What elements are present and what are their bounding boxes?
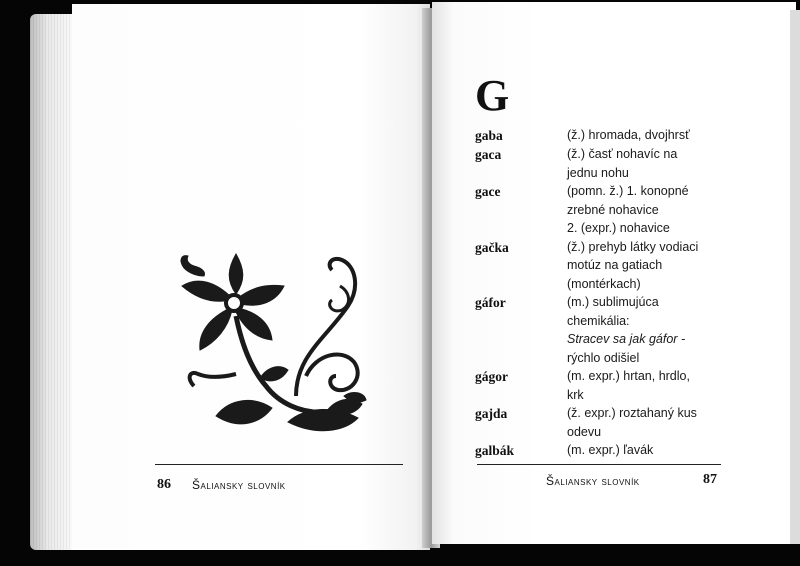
page-edges-right xyxy=(790,10,800,544)
definition-line: odevu xyxy=(567,424,602,439)
footer-rule-left xyxy=(155,464,403,465)
definition-line: 2. (expr.) nohavice xyxy=(567,221,670,235)
definition-line: (m. expr.) hrtan, hrdlo, xyxy=(567,369,690,383)
entry-definition xyxy=(567,182,732,238)
entry-definition xyxy=(567,367,732,404)
floral-vignette-icon xyxy=(176,246,376,446)
dictionary-entry xyxy=(475,182,735,238)
dictionary-entry xyxy=(475,404,735,441)
dictionary-entry xyxy=(475,293,735,367)
definition-line: (ž.) časť nohavíc na xyxy=(567,147,678,161)
entry-headword: gaca xyxy=(475,147,502,162)
running-title-right: Šaliansky slovník xyxy=(546,474,640,488)
entry-headword: gaba xyxy=(475,128,503,143)
dictionary-entry xyxy=(475,367,735,404)
dictionary-entries xyxy=(475,126,735,460)
definition-line: chemikália: xyxy=(567,313,630,328)
section-letter: G xyxy=(475,71,510,120)
page-number-left: 86 xyxy=(157,477,171,492)
entry-headword: gáfor xyxy=(475,295,506,310)
dictionary-entry xyxy=(475,238,735,294)
definition-line: (pomn. ž.) 1. konopné xyxy=(567,184,689,198)
definition-example: Stracev sa jak gáfor - xyxy=(567,332,686,346)
definition-line: (ž.) hromada, dvojhrsť xyxy=(567,128,690,142)
definition-line: rýchlo odišiel xyxy=(567,350,640,365)
entry-headword: galbák xyxy=(475,443,515,458)
entry-definition xyxy=(567,238,732,294)
entry-definition xyxy=(567,293,732,367)
entry-definition xyxy=(567,145,732,182)
definition-line: (m. expr.) ľavák xyxy=(567,443,654,457)
entry-definition xyxy=(567,441,732,460)
definition-line: motúz na gatiach xyxy=(567,258,663,272)
entry-definition xyxy=(567,126,732,145)
definition-line: (ž. expr.) roztahaný kus xyxy=(567,406,697,420)
definition-line: jednu nohu xyxy=(567,165,629,180)
dictionary-entry xyxy=(475,145,735,182)
entry-headword: gace xyxy=(475,184,501,199)
definition-line: krk xyxy=(567,387,584,402)
dictionary-entry xyxy=(475,126,735,145)
entry-headword: gačka xyxy=(475,239,509,255)
footer-rule-right xyxy=(477,464,721,465)
entry-headword: gajda xyxy=(475,406,508,421)
entry-definition xyxy=(567,404,732,441)
entry-headword: gágor xyxy=(475,369,508,384)
running-title-left: Šaliansky slovník xyxy=(192,478,286,492)
definition-line: (ž.) prehyb látky vodiaci xyxy=(567,239,699,254)
definition-line: (m.) sublimujúca xyxy=(567,295,659,309)
definition-line: zrebné nohavice xyxy=(567,202,659,217)
dictionary-entry xyxy=(475,441,735,460)
page-number-right: 87 xyxy=(703,472,717,487)
definition-line: (montérkach) xyxy=(567,276,641,291)
